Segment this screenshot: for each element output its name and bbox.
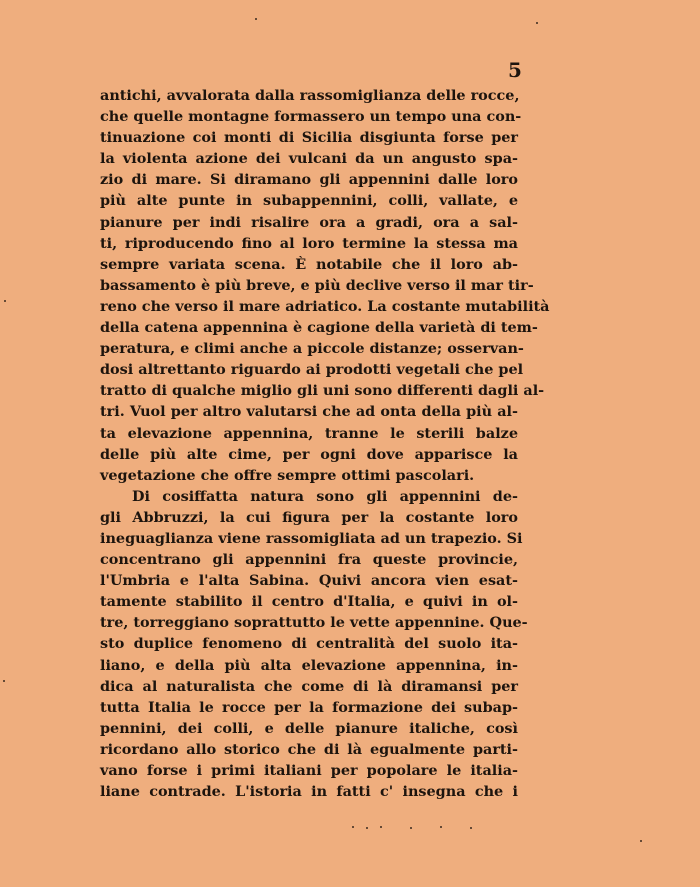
text-line: tinuazione coi monti di Sicilia disgiunta forse per [100, 129, 518, 147]
text-line: liane contrade. L'istoria in fatti c' insegna che i [100, 783, 518, 801]
text-line: gli Abbruzzi, la cui figura per la costante loro [100, 508, 518, 526]
scan-speck [640, 840, 642, 842]
text-line: antichi, avvalorata dalla rassomiglianza delle rocce, [100, 87, 520, 104]
text-line: tre, torreggiano soprattutto le vette appennine. Que- [100, 614, 528, 632]
text-line: pianure per indi risalire ora a gradi, ora a sal- [100, 213, 518, 231]
scan-speck [410, 827, 412, 829]
text-line: bassamento è più breve, e più declive verso il mar tir- [100, 276, 534, 294]
text-line: zio di mare. Si diramano gli appennini dalle loro [100, 171, 518, 189]
text-line: vegetazione che offre sempre ottimi pascolari. [100, 466, 475, 484]
text-line: la violenta azione dei vulcani da un angusto spa- [100, 150, 518, 168]
text-line: Di cosiffatta natura sono gli appennini de- [132, 487, 518, 505]
text-line: concentrano gli appennini fra queste provincie, [100, 551, 518, 569]
text-line: tamente stabilito il centro d'Italia, e quivi in ol- [100, 593, 518, 611]
text-line: ricordano allo storico che di là egualmente parti- [100, 740, 518, 758]
scan-speck [440, 826, 442, 828]
text-line: l'Umbria e l'alta Sabina. Quivi ancora vien esat- [100, 572, 518, 590]
scan-speck [470, 827, 472, 829]
scan-speck [366, 827, 368, 829]
text-line: della catena appennina è cagione della varietà di tem- [100, 319, 538, 337]
text-line: delle più alte cime, per ogni dove apparisce la [100, 445, 518, 463]
text-line: tutta Italia le rocce per la formazione dei subap- [100, 698, 518, 716]
scan-speck [352, 826, 354, 828]
text-line: pennini, dei colli, e delle pianure italiche, così [100, 719, 518, 737]
text-line: liano, e della più alta elevazione appennina, in- [100, 656, 518, 674]
text-line: tratto di qualche miglio gli uni sono differenti dagli al- [100, 382, 545, 400]
text-line: sto duplice fenomeno di centralità del suolo ita- [100, 635, 518, 653]
scan-speck [3, 680, 5, 682]
text-line: dosi altrettanto riguardo ai prodotti vegetali che pel [100, 361, 524, 379]
text-line: vano forse i primi italiani per popolare le italia- [100, 762, 518, 779]
scan-speck [255, 18, 257, 20]
text-line: tri. Vuol per altro valutarsi che ad onta della più al- [100, 403, 518, 421]
text-line: più alte punte in subappennini, colli, vallate, e [100, 192, 518, 210]
text-line: reno che verso il mare adriatico. La costante mutabilità [100, 297, 550, 315]
text-line: peratura, e climi anche a piccole distanze; osservan- [100, 340, 524, 358]
text-line: dica al naturalista che come di là diramansi per [100, 677, 518, 695]
scan-speck [536, 22, 538, 24]
body-text [100, 85, 550, 802]
text-line: ti, riproducendo fino al loro termine la stessa ma [100, 234, 518, 252]
text-line: che quelle montagne formassero un tempo una con- [100, 108, 522, 126]
page-number: 5 [508, 58, 522, 82]
scan-speck [4, 300, 6, 302]
text-line: sempre variata scena. È notabile che il loro ab- [100, 255, 518, 273]
scan-speck [380, 826, 382, 828]
text-line: ta elevazione appennina, tranne le sterili balze [100, 424, 518, 442]
text-line: ineguaglianza viene rassomigliata ad un trapezio. Si [100, 529, 523, 547]
